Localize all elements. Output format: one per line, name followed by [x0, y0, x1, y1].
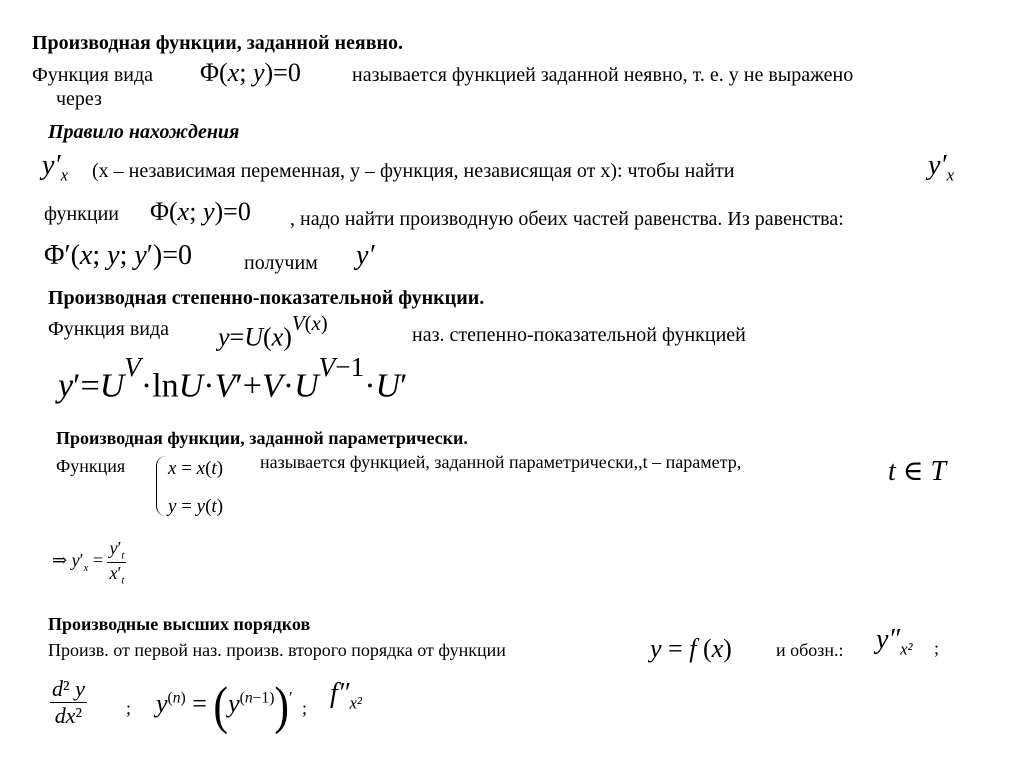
section-title-power-exp: Производная степенно-показательной функции. [48, 287, 485, 309]
system-brace [156, 456, 167, 516]
formula-power-exp-derivative: $y'=U^V\cdot\ln U\cdot V'+V\cdot U^{V-1}\cdot U'$ [58, 352, 408, 405]
formula-y-eq-yt: y = y(t) [168, 496, 224, 517]
formula-d2y-dx2: $\frac{\text{d² y}}{\text{dx²}}$ [52, 676, 85, 728]
formula-y-U-pow-V: $y=U(x)^{V(x)}$ [218, 312, 328, 352]
formula-phi-prime: Φ′(x; y; y′)=0 [44, 240, 193, 271]
formula-phi-xy-0-b: Φ(x; y)=0 [150, 197, 251, 226]
formula-yx-prime-left: $y'_x$ [42, 150, 69, 185]
parametric-line1-pre: Функция [56, 456, 126, 476]
semicolon-2: ; [126, 698, 132, 718]
formula-y-n-recursive: $y^{(n)} = (y^{(n-1)})'$ [156, 676, 293, 735]
section-title-parametric: Производная функции, заданной параметрически. [56, 428, 468, 448]
implicit-line3-pre: функции [44, 203, 119, 225]
formula-x-eq-xt: x = x(t) [168, 458, 224, 479]
higher-line1-mid: и обозн.: [776, 640, 844, 660]
semicolon-1: ; [934, 638, 940, 658]
formula-yx-prime-right: $y'_x$ [928, 150, 955, 185]
implicit-line2-mid: (x – независимая переменная, y – функция, независящая от x): чтобы найти [92, 160, 735, 182]
rule-title: Правило нахождения [48, 121, 240, 143]
formula-y-prime: y′ [356, 240, 375, 271]
implicit-line3-post: , надо найти производную обеих частей равенства. Из равенства: [290, 208, 844, 230]
formula-t-in-T: t ∈ T [888, 456, 947, 487]
formula-y-eq-fx: y = f (x) [650, 634, 732, 663]
implicit-line1-post: называется функцией заданной неявно, т. е. у не выражено [352, 64, 854, 86]
formula-y-double-prime-x2: $y''_{x^2}$ [876, 624, 913, 659]
section-title-higher: Производные высших порядков [48, 614, 311, 634]
formula-parametric-derivative: ⇒ $y'_x$ = $\frac{y'_t}{x'_t}$ [52, 538, 125, 587]
power-exp-line1-post: наз. степенно-показательной функцией [412, 324, 746, 346]
power-exp-line1-pre: Функция вида [48, 318, 170, 340]
parametric-line1-post: называется функцией, заданной параметрически,,t – параметр, [260, 452, 742, 472]
formula-f-double-prime-x2: $f''_{x^2}$ [330, 678, 362, 713]
section-title-implicit: Производная функции, заданной неявно. [32, 32, 404, 54]
implicit-line1-cont: через [56, 88, 102, 110]
semicolon-3: ; [302, 698, 308, 718]
implicit-line1-pre: Функция вида [32, 64, 154, 86]
implicit-line4-mid: получим [244, 252, 318, 274]
formula-phi-xy-0: Φ(x; y)=0 [200, 58, 301, 87]
higher-line1-pre: Произв. от первой наз. произв. второго порядка от функции [48, 640, 506, 660]
